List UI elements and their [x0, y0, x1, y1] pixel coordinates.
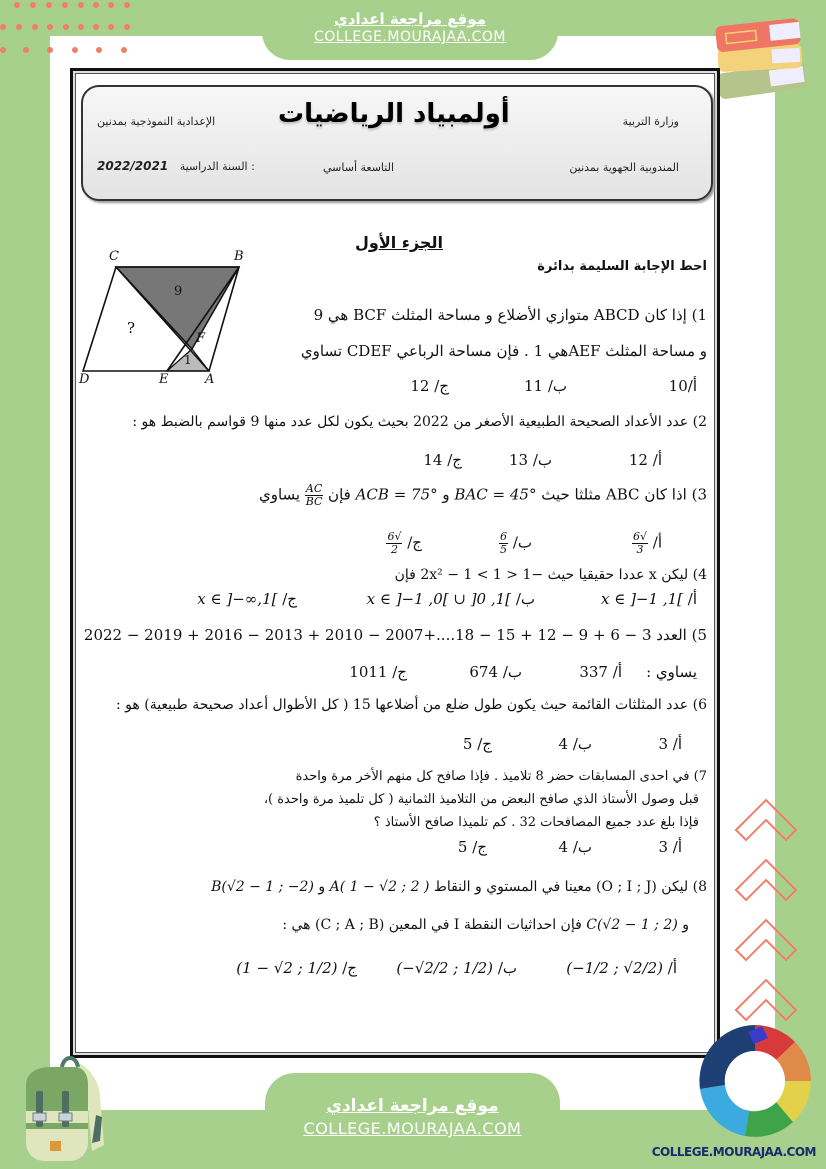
section-title: الجزء الأول	[355, 233, 443, 252]
q7-choice-a[interactable]: أ/ 3	[658, 838, 682, 856]
exam-header	[81, 85, 713, 201]
q5-prefix: 5) العدد	[651, 626, 707, 644]
subjects-ring-logo	[696, 1022, 814, 1140]
q4-choice-c[interactable]: ج/ x ∈ ]−∞,1[	[197, 590, 297, 608]
q8-point-b: B(√2 − 1 ; −2)	[211, 879, 314, 895]
school-year	[97, 159, 255, 173]
q8-choice-a[interactable]: أ/ (−1/2 ; √2/2)	[566, 959, 677, 977]
q7-line1: 7) في احدى المسابقات حضر 8 تلاميذ . فإذا صافح كل منهم الأخر مرة واحدة	[295, 769, 707, 784]
left-green-strip	[0, 0, 50, 1169]
q2-line1: 2) عدد الأعداد الصحيحة الطبيعية الأصغر من 2022 بحيث يكون لكل عدد منها 9 قواسم بالضبط هو :	[132, 414, 707, 430]
q7-line3: فإذا بلغ عدد جميع المصافحات 32 . كم تلميذا صافح الأستاذ ؟	[373, 815, 699, 830]
vertex-C: C	[109, 249, 119, 264]
q6-line1: 6) عدد المثلثات القائمة حيث يكون طول ضلع من أضلاعها 15 ( كل الأطوال أعداد صحيحة طبيعية) هو :	[116, 697, 707, 713]
q6-choice-b[interactable]: ب/ 4	[558, 735, 592, 753]
q6-choice-a[interactable]: أ/ 3	[658, 735, 682, 753]
vertex-D: D	[79, 372, 90, 387]
q7-choice-c[interactable]: ج/ 5	[457, 838, 487, 856]
q4-line1: 4) ليكن x عددا حقيقيا حيث −1 < 2x² − 1 < 1 فإن	[394, 567, 707, 583]
q5-equals-label: يساوي :	[646, 663, 697, 681]
backpack-illustration	[12, 1055, 112, 1165]
vertex-F: F	[196, 331, 206, 346]
q4-choice-b[interactable]: ب/ x ∈ ]−1 ,0[ ∪ ]0 ,1[	[366, 590, 535, 608]
q4-choice-a[interactable]: أ/ x ∈ ]−1 ,1[	[600, 590, 697, 608]
q1-line2: و مساحة المثلث AEFهي 1 . فإن مساحة الرباعي CDEF تساوي	[300, 342, 707, 360]
area-label-unknown: ?	[127, 319, 136, 337]
q8-choice-c[interactable]: ج/ (1 − √2 ; 1/2)	[236, 959, 357, 977]
q6-choice-c[interactable]: ج/ 5	[462, 735, 492, 753]
q2-choice-a[interactable]: أ/ 12	[628, 451, 662, 469]
q2-choice-b[interactable]: ب/ 13	[508, 451, 552, 469]
school-year-label: السنة الدراسية :	[179, 160, 255, 173]
top-site-banner[interactable]	[262, 0, 558, 60]
area-label-1: 1	[184, 353, 192, 367]
area-label-9: 9	[174, 284, 183, 299]
q3-ratio: $\frac{AC}{BC}$	[305, 482, 323, 509]
q8-choice-b[interactable]: ب/ (−√2/2 ; 1/2)	[396, 959, 517, 977]
site-url-bottom[interactable]: COLLEGE.MOURAJAA.COM	[303, 1119, 522, 1138]
vertex-A: A	[205, 372, 215, 387]
parallelogram-figure	[79, 249, 259, 389]
q1-choice-b[interactable]: ب/ 11	[523, 377, 567, 395]
q3-choice-a[interactable]: أ/ $\frac{√6}{3}$	[632, 530, 662, 557]
q3-angle1: BAC = 45°	[454, 485, 537, 504]
q7-choice-b[interactable]: ب/ 4	[558, 838, 592, 856]
q2-choice-c[interactable]: ج/ 14	[423, 451, 462, 469]
q5-choice-a[interactable]: أ/ 337	[579, 663, 622, 681]
q3-prefix: 3) اذا كان ABC مثلثا حيث	[536, 485, 707, 504]
q3-choice-b[interactable]: ب/ $\frac{6}{5}$	[500, 530, 532, 557]
q8-point-c: C(√2 − 1 ; 2)	[586, 917, 678, 933]
exam-title: أولمبياد الرياضيات	[278, 99, 510, 129]
bottom-site-banner[interactable]	[265, 1073, 560, 1169]
q7-line2: قبل وصول الأستاذ الذي صافح البعض من التلاميذ الثمانية ( كل تلميذ مرة واحدة )،	[263, 792, 699, 807]
chevron-up-icons	[733, 790, 823, 1040]
q8-point-a: A( 1 − √2 ; 2 )	[329, 879, 430, 895]
q1-choice-a[interactable]: أ/10	[668, 377, 697, 395]
corner-logo-url[interactable]: COLLEGE.MOURAJAA.COM	[651, 1145, 816, 1159]
grade-label: التاسعة أساسي	[323, 161, 395, 174]
site-url[interactable]: COLLEGE.MOURAJAA.COM	[314, 29, 506, 45]
q5-line1	[84, 626, 707, 644]
school-label: الإعدادية النموذجية بمدنين	[97, 115, 216, 128]
q1-choice-c[interactable]: ج/ 12	[410, 377, 449, 395]
ministry-label: وزارة التربية	[622, 115, 679, 128]
q5-choice-b[interactable]: ب/ 674	[469, 663, 522, 681]
vertex-E: E	[159, 372, 169, 387]
site-name-arabic: موقع مراجعة اعدادي	[334, 10, 486, 28]
q5-expression: 2022 − 2019 + 2016 − 2013 + 2010 − 2007+....18 − 15 + 12 − 9 + 6 − 3	[83, 626, 652, 644]
site-name-arabic-bottom: موقع مراجعة اعدادي	[326, 1096, 499, 1116]
region-label: المندوبية الجهوية بمدنين	[569, 161, 679, 174]
q8-line2: و C(√2 − 1 ; 2) فإن احداثيات النقطة I في المعين (C ; A ; B) هي :	[282, 917, 689, 933]
vertex-B: B	[234, 249, 244, 264]
q3-choice-c[interactable]: ج/ $\frac{√6}{2}$	[387, 530, 422, 557]
school-year-value: 2022/2021	[97, 159, 169, 173]
q5-choice-c[interactable]: ج/ 1011	[349, 663, 407, 681]
q1-line1: 1) إذا كان ABCD متوازي الأضلاع و مساحة المثلث BCF هي 9	[313, 306, 707, 324]
q3-line1: 3) اذا كان ABC مثلثا حيث BAC = 45° و ACB = 75° فإن $\frac{AC}{BC}$ يساوي	[259, 482, 707, 509]
instruction: احط الإجابة السليمة بدائرة	[537, 259, 707, 274]
exam-sheet	[70, 68, 720, 1058]
q8-line1: 8) ليكن (O ; I ; J) معينا في المستوي و النقاط A( 1 − √2 ; 2 ) و B(√2 − 1 ; −2)	[211, 879, 707, 895]
q3-angle2: ACB = 75°	[355, 485, 438, 504]
